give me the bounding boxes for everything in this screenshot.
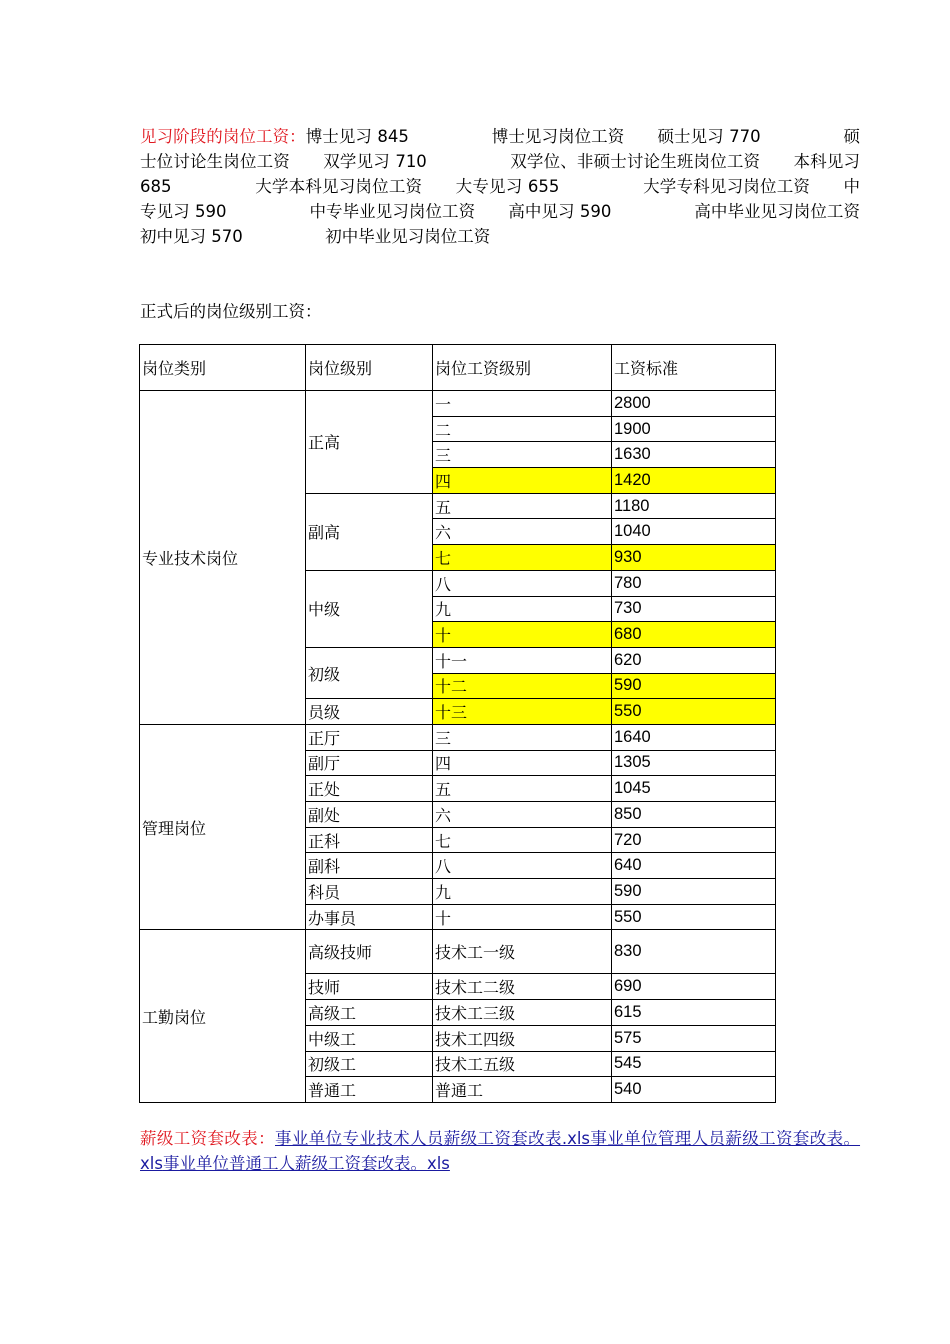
- cell-level: 高级工: [306, 1000, 433, 1026]
- cell-grade: 三: [433, 442, 612, 468]
- cell-level: 副处: [306, 802, 433, 828]
- cell-grade: 技术工二级: [433, 974, 612, 1000]
- cell-salary: 930: [612, 545, 776, 571]
- cell-grade: 九: [433, 596, 612, 622]
- cell-grade: 七: [433, 545, 612, 571]
- cell-grade: 普通工: [433, 1077, 612, 1103]
- cell-grade: 四: [433, 750, 612, 776]
- cell-salary: 590: [612, 673, 776, 699]
- cell-grade: 技术工一级: [433, 930, 612, 974]
- cell-level: 员级: [306, 699, 433, 725]
- cell-level: 中级: [306, 570, 433, 647]
- cell-grade: 三: [433, 724, 612, 750]
- cell-salary: 1045: [612, 776, 776, 802]
- cell-grade: 六: [433, 802, 612, 828]
- table-header-row: [140, 345, 776, 391]
- table-row: [140, 930, 776, 974]
- cell-level: 副厅: [306, 750, 433, 776]
- cell-level: 正厅: [306, 724, 433, 750]
- cell-salary: 680: [612, 622, 776, 648]
- cell-salary: 850: [612, 802, 776, 828]
- cell-level: 正科: [306, 827, 433, 853]
- cell-grade: 技术工四级: [433, 1025, 612, 1051]
- cell-grade: 七: [433, 827, 612, 853]
- cell-salary: 545: [612, 1051, 776, 1077]
- cell-grade: 十二: [433, 673, 612, 699]
- cell-grade: 四: [433, 468, 612, 494]
- cell-grade: 技术工五级: [433, 1051, 612, 1077]
- formal-salary-label: 正式后的岗位级别工资：: [140, 302, 322, 321]
- cell-level: 正处: [306, 776, 433, 802]
- cell-grade: 二: [433, 416, 612, 442]
- cell-salary: 1640: [612, 724, 776, 750]
- cell-salary: 590: [612, 879, 776, 905]
- intro-paragraph: [140, 124, 893, 249]
- cell-grade: 技术工三级: [433, 1000, 612, 1026]
- cell-level: 技师: [306, 974, 433, 1000]
- cell-level: 普通工: [306, 1077, 433, 1103]
- cell-level: 初级工: [306, 1051, 433, 1077]
- intro-label: 见习阶段的岗位工资：: [140, 127, 306, 146]
- footer-paragraph: [140, 1126, 860, 1176]
- link-management-xls[interactable]: 事业单位管理人员薪级工资套改表。xls: [140, 1129, 861, 1173]
- cell-grade: 六: [433, 519, 612, 545]
- cell-salary: 780: [612, 570, 776, 596]
- header-salary: 工资标准: [612, 345, 776, 391]
- cell-level: 科员: [306, 879, 433, 905]
- header-category: 岗位类别: [140, 345, 306, 391]
- cell-salary: 615: [612, 1000, 776, 1026]
- cell-salary: 2800: [612, 391, 776, 417]
- cell-salary: 1180: [612, 493, 776, 519]
- cell-salary: 620: [612, 647, 776, 673]
- cell-category: 工勤岗位: [140, 930, 306, 1102]
- cell-category: 专业技术岗位: [140, 391, 306, 725]
- cell-grade: 十: [433, 622, 612, 648]
- cell-salary: 550: [612, 699, 776, 725]
- cell-salary: 730: [612, 596, 776, 622]
- cell-salary: 1630: [612, 442, 776, 468]
- cell-level: 正高: [306, 391, 433, 494]
- cell-salary: 720: [612, 827, 776, 853]
- cell-grade: 五: [433, 493, 612, 519]
- cell-level: 中级工: [306, 1025, 433, 1051]
- cell-salary: 575: [612, 1025, 776, 1051]
- cell-grade: 十三: [433, 699, 612, 725]
- cell-level: 办事员: [306, 904, 433, 930]
- cell-salary: 1040: [612, 519, 776, 545]
- cell-level: 副科: [306, 853, 433, 879]
- cell-level: 副高: [306, 493, 433, 570]
- salary-table: [139, 344, 776, 1103]
- cell-grade: 十: [433, 904, 612, 930]
- cell-grade: 九: [433, 879, 612, 905]
- footer-label: 薪级工资套改表：: [140, 1129, 275, 1148]
- cell-salary: 640: [612, 853, 776, 879]
- link-worker-xls[interactable]: 事业单位普通工人薪级工资套改表。xls: [162, 1154, 450, 1173]
- cell-grade: 一: [433, 391, 612, 417]
- cell-salary: 830: [612, 930, 776, 974]
- cell-category: 管理岗位: [140, 724, 306, 930]
- cell-grade: 八: [433, 853, 612, 879]
- link-professional-xls[interactable]: 事业单位专业技术人员薪级工资套改表.xls: [275, 1129, 591, 1148]
- cell-salary: 1900: [612, 416, 776, 442]
- cell-grade: 五: [433, 776, 612, 802]
- cell-level: 高级技师: [306, 930, 433, 974]
- cell-salary: 550: [612, 904, 776, 930]
- header-grade: 岗位工资级别: [433, 345, 612, 391]
- table-row: [140, 724, 776, 750]
- cell-grade: 八: [433, 570, 612, 596]
- table-row: [140, 391, 776, 417]
- intro-text: 博士见习 845 博士见习岗位工资 硕士见习 770 硕士位讨论生岗位工资 双学见习 710 双学位、非硕士讨论生班岗位工资 本科见习 685 大学本科见习岗位工资 大专见习 655 大学专科见习岗位工资 中专见习 590 中专毕业见习岗位工资 高中见习 590 高中毕业见习岗位工资 初中见习 570 初中毕业见习岗位工资: [140, 127, 893, 246]
- header-level: 岗位级别: [306, 345, 433, 391]
- cell-salary: 1305: [612, 750, 776, 776]
- cell-salary: 690: [612, 974, 776, 1000]
- cell-grade: 十一: [433, 647, 612, 673]
- cell-salary: 1420: [612, 468, 776, 494]
- cell-salary: 540: [612, 1077, 776, 1103]
- cell-level: 初级: [306, 647, 433, 698]
